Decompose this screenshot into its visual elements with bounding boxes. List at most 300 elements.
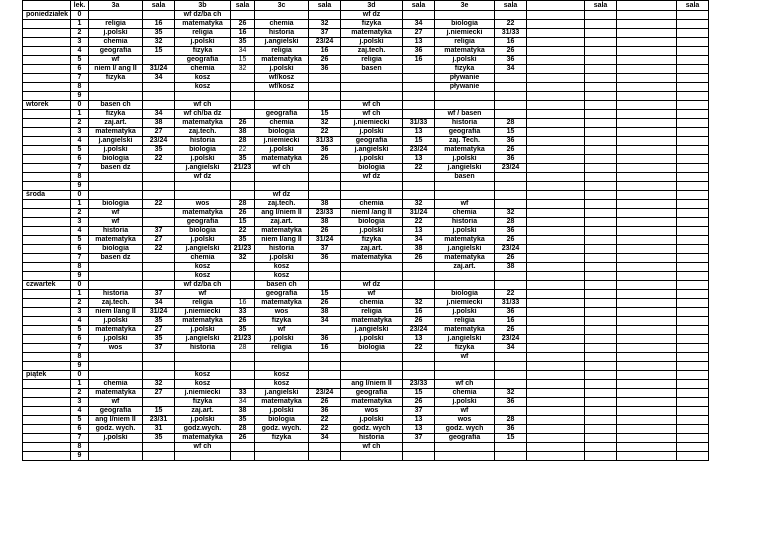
subject-cell: wf dz xyxy=(175,173,231,182)
room-cell xyxy=(585,398,617,407)
room-cell: 23/24 xyxy=(403,326,435,335)
room-cell: 26 xyxy=(309,398,341,407)
column-header: 3e xyxy=(435,1,495,11)
subject-cell xyxy=(527,443,585,452)
subject-cell xyxy=(527,407,585,416)
subject-cell: wf xyxy=(341,290,403,299)
room-cell: 35 xyxy=(143,146,175,155)
subject-cell xyxy=(617,29,677,38)
room-cell xyxy=(403,182,435,191)
subject-cell: matematyka xyxy=(255,398,309,407)
day-label xyxy=(23,443,71,452)
room-cell xyxy=(585,317,617,326)
room-cell xyxy=(585,92,617,101)
room-cell: 28 xyxy=(495,416,527,425)
subject-cell: pływanie xyxy=(435,74,495,83)
room-cell: 38 xyxy=(309,218,341,227)
room-cell xyxy=(495,362,527,371)
subject-cell: biologia xyxy=(435,20,495,29)
lesson-number: 4 xyxy=(71,317,89,326)
subject-cell xyxy=(617,110,677,119)
room-cell: 32 xyxy=(495,209,527,218)
table-row xyxy=(23,263,709,272)
room-cell: 22 xyxy=(403,218,435,227)
room-cell: 31 xyxy=(143,425,175,434)
table-row xyxy=(23,155,709,164)
room-cell xyxy=(231,362,255,371)
subject-cell xyxy=(527,137,585,146)
day-label xyxy=(23,227,71,236)
subject-cell xyxy=(255,182,309,191)
room-cell: 35 xyxy=(231,326,255,335)
subject-cell: matematyka xyxy=(255,56,309,65)
subject-cell: j.polski xyxy=(435,155,495,164)
room-cell xyxy=(585,362,617,371)
subject-cell: j.angielski xyxy=(89,137,143,146)
subject-cell: j.polski xyxy=(175,38,231,47)
subject-cell xyxy=(89,272,143,281)
room-cell xyxy=(495,11,527,20)
room-cell xyxy=(495,380,527,389)
subject-cell xyxy=(617,128,677,137)
subject-cell: j.polski xyxy=(341,155,403,164)
subject-cell: religia xyxy=(435,38,495,47)
room-cell xyxy=(143,164,175,173)
subject-cell: zaj.art. xyxy=(435,263,495,272)
table-row xyxy=(23,398,709,407)
room-cell: 28 xyxy=(231,200,255,209)
subject-cell: ang I/niem II xyxy=(341,380,403,389)
day-label: piątek xyxy=(23,371,71,380)
subject-cell: kosz xyxy=(255,380,309,389)
room-cell xyxy=(677,254,709,263)
subject-cell: biologia xyxy=(341,164,403,173)
room-cell: 32 xyxy=(309,119,341,128)
day-label: środa xyxy=(23,191,71,200)
subject-cell xyxy=(89,281,143,290)
room-cell: 31/24 xyxy=(403,209,435,218)
room-cell: 31/33 xyxy=(495,29,527,38)
subject-cell: religia xyxy=(255,47,309,56)
subject-cell xyxy=(435,182,495,191)
room-cell: 16 xyxy=(309,47,341,56)
table-row xyxy=(23,344,709,353)
room-cell: 16 xyxy=(403,56,435,65)
table-row xyxy=(23,434,709,443)
day-label xyxy=(23,47,71,56)
room-cell xyxy=(677,119,709,128)
room-cell xyxy=(677,92,709,101)
room-cell xyxy=(585,344,617,353)
room-cell xyxy=(585,146,617,155)
room-cell: 34 xyxy=(143,74,175,83)
room-cell: 36 xyxy=(309,65,341,74)
table-row xyxy=(23,47,709,56)
subject-cell xyxy=(175,353,231,362)
subject-cell xyxy=(527,371,585,380)
room-cell xyxy=(677,317,709,326)
column-header: sala xyxy=(143,1,175,11)
lesson-number: 6 xyxy=(71,155,89,164)
subject-cell xyxy=(527,362,585,371)
subject-cell xyxy=(527,200,585,209)
subject-cell xyxy=(617,254,677,263)
subject-cell: pływanie xyxy=(435,83,495,92)
day-label xyxy=(23,155,71,164)
lesson-number: 7 xyxy=(71,434,89,443)
subject-cell: wf ch xyxy=(341,443,403,452)
room-cell: 26 xyxy=(495,146,527,155)
subject-cell: chemia xyxy=(89,38,143,47)
day-label: wtorek xyxy=(23,101,71,110)
day-label xyxy=(23,182,71,191)
subject-cell xyxy=(341,92,403,101)
room-cell: 36 xyxy=(309,335,341,344)
room-cell: 23/24 xyxy=(309,38,341,47)
room-cell xyxy=(309,281,341,290)
column-header: 3b xyxy=(175,1,231,11)
room-cell xyxy=(677,38,709,47)
room-cell xyxy=(677,47,709,56)
day-label xyxy=(23,146,71,155)
room-cell xyxy=(585,371,617,380)
subject-cell: wf ch xyxy=(435,380,495,389)
room-cell xyxy=(585,38,617,47)
subject-cell: zaj. Tech. xyxy=(435,137,495,146)
subject-cell: wos xyxy=(341,407,403,416)
subject-cell xyxy=(527,128,585,137)
room-cell: 38 xyxy=(309,308,341,317)
room-cell: 36 xyxy=(309,254,341,263)
subject-cell: j.polski xyxy=(435,398,495,407)
room-cell xyxy=(309,101,341,110)
table-row xyxy=(23,128,709,137)
table-row xyxy=(23,272,709,281)
room-cell xyxy=(585,11,617,20)
room-cell xyxy=(677,245,709,254)
room-cell xyxy=(677,344,709,353)
room-cell xyxy=(309,380,341,389)
subject-cell xyxy=(617,245,677,254)
room-cell xyxy=(677,200,709,209)
day-label xyxy=(23,173,71,182)
subject-cell xyxy=(617,47,677,56)
table-row xyxy=(23,245,709,254)
day-label xyxy=(23,425,71,434)
subject-cell xyxy=(255,11,309,20)
subject-cell xyxy=(527,272,585,281)
day-label xyxy=(23,317,71,326)
room-cell: 23/24 xyxy=(143,137,175,146)
subject-cell xyxy=(527,74,585,83)
subject-cell: fizyka xyxy=(435,65,495,74)
subject-cell: j.polski xyxy=(255,407,309,416)
subject-cell: biologia xyxy=(89,245,143,254)
subject-cell: biologia xyxy=(89,155,143,164)
room-cell: 35 xyxy=(143,317,175,326)
subject-cell xyxy=(527,20,585,29)
subject-cell xyxy=(89,443,143,452)
room-cell xyxy=(585,155,617,164)
day-label xyxy=(23,398,71,407)
subject-cell xyxy=(617,398,677,407)
room-cell: 22 xyxy=(231,146,255,155)
room-cell: 13 xyxy=(403,335,435,344)
room-cell xyxy=(585,380,617,389)
table-row xyxy=(23,308,709,317)
subject-cell xyxy=(617,353,677,362)
subject-cell: geografia xyxy=(175,56,231,65)
subject-cell: wos xyxy=(255,308,309,317)
room-cell xyxy=(585,263,617,272)
subject-cell: basen xyxy=(435,173,495,182)
day-label xyxy=(23,335,71,344)
lesson-number: 8 xyxy=(71,443,89,452)
table-row xyxy=(23,425,709,434)
subject-cell: historia xyxy=(341,434,403,443)
table-row xyxy=(23,74,709,83)
table-row xyxy=(23,56,709,65)
subject-cell xyxy=(527,209,585,218)
room-cell: 23/33 xyxy=(403,380,435,389)
subject-cell: j.angielski xyxy=(175,335,231,344)
subject-cell: j.polski xyxy=(89,317,143,326)
room-cell: 22 xyxy=(143,155,175,164)
room-cell: 15 xyxy=(231,56,255,65)
day-label xyxy=(23,380,71,389)
subject-cell xyxy=(527,218,585,227)
subject-cell: j.angielski xyxy=(175,245,231,254)
subject-cell: basen xyxy=(341,65,403,74)
room-cell xyxy=(309,173,341,182)
room-cell: 27 xyxy=(143,389,175,398)
subject-cell: j.angielski xyxy=(255,389,309,398)
room-cell xyxy=(585,254,617,263)
room-cell xyxy=(585,416,617,425)
subject-cell: kosz xyxy=(255,272,309,281)
room-cell: 36 xyxy=(495,137,527,146)
subject-cell: wf ch xyxy=(175,443,231,452)
subject-cell: wf xyxy=(435,353,495,362)
subject-cell: zaj.art. xyxy=(341,245,403,254)
room-cell xyxy=(677,74,709,83)
subject-cell: matematyka xyxy=(341,254,403,263)
room-cell: 35 xyxy=(143,29,175,38)
table-row xyxy=(23,38,709,47)
table-row xyxy=(23,29,709,38)
room-cell: 35 xyxy=(143,335,175,344)
subject-cell: matematyka xyxy=(175,434,231,443)
room-cell xyxy=(677,155,709,164)
subject-cell xyxy=(527,317,585,326)
room-cell: 37 xyxy=(309,29,341,38)
room-cell xyxy=(585,182,617,191)
subject-cell xyxy=(527,182,585,191)
room-cell: 34 xyxy=(309,317,341,326)
subject-cell: zaj.tech. xyxy=(175,128,231,137)
subject-cell xyxy=(617,227,677,236)
room-cell xyxy=(677,272,709,281)
day-label xyxy=(23,452,71,461)
room-cell: 36 xyxy=(495,398,527,407)
subject-cell: j.polski xyxy=(175,416,231,425)
subject-cell: wf xyxy=(255,326,309,335)
room-cell: 37 xyxy=(143,344,175,353)
room-cell xyxy=(495,191,527,200)
subject-cell xyxy=(527,434,585,443)
room-cell: 22 xyxy=(403,344,435,353)
room-cell xyxy=(677,236,709,245)
room-cell xyxy=(585,353,617,362)
room-cell xyxy=(403,101,435,110)
subject-cell xyxy=(341,263,403,272)
lesson-number: 0 xyxy=(71,11,89,20)
subject-cell: kosz xyxy=(175,371,231,380)
day-label xyxy=(23,164,71,173)
lesson-number: 6 xyxy=(71,245,89,254)
subject-cell: j.polski xyxy=(89,434,143,443)
room-cell: 37 xyxy=(143,227,175,236)
subject-cell: chemia xyxy=(341,299,403,308)
room-cell xyxy=(677,218,709,227)
table-row xyxy=(23,254,709,263)
room-cell xyxy=(585,200,617,209)
room-cell xyxy=(231,92,255,101)
subject-cell xyxy=(617,92,677,101)
room-cell xyxy=(495,353,527,362)
subject-cell: chemia xyxy=(255,20,309,29)
subject-cell xyxy=(527,191,585,200)
subject-cell: wf/kosz xyxy=(255,83,309,92)
day-label xyxy=(23,56,71,65)
room-cell: 31/24 xyxy=(143,308,175,317)
room-cell xyxy=(495,92,527,101)
subject-cell xyxy=(527,164,585,173)
room-cell xyxy=(403,290,435,299)
subject-cell: zaj.tech. xyxy=(89,299,143,308)
subject-cell: wf xyxy=(89,398,143,407)
room-cell xyxy=(677,281,709,290)
subject-cell xyxy=(527,65,585,74)
day-label xyxy=(23,119,71,128)
room-cell xyxy=(231,11,255,20)
subject-cell xyxy=(527,83,585,92)
subject-cell: historia xyxy=(89,227,143,236)
subject-cell: niem I/ang II xyxy=(255,236,309,245)
subject-cell: chemia xyxy=(175,65,231,74)
subject-cell: ang I/niem II xyxy=(255,209,309,218)
room-cell xyxy=(403,443,435,452)
room-cell: 22 xyxy=(231,227,255,236)
room-cell: 27 xyxy=(143,326,175,335)
subject-cell: basen ch xyxy=(255,281,309,290)
room-cell xyxy=(309,443,341,452)
room-cell xyxy=(309,74,341,83)
subject-cell: religia xyxy=(175,299,231,308)
subject-cell xyxy=(617,263,677,272)
room-cell xyxy=(677,83,709,92)
subject-cell xyxy=(435,101,495,110)
room-cell xyxy=(677,137,709,146)
subject-cell: matematyka xyxy=(175,317,231,326)
room-cell: 16 xyxy=(495,38,527,47)
subject-cell: geografia xyxy=(435,434,495,443)
subject-cell: j.polski xyxy=(255,146,309,155)
subject-cell: geografia xyxy=(175,218,231,227)
column-header: sala xyxy=(585,1,617,11)
room-cell xyxy=(677,434,709,443)
subject-cell: godz. wych xyxy=(435,425,495,434)
subject-cell: j.polski xyxy=(89,146,143,155)
subject-cell: j.polski xyxy=(341,38,403,47)
room-cell xyxy=(585,56,617,65)
subject-cell: matematyka xyxy=(341,398,403,407)
subject-cell xyxy=(527,38,585,47)
room-cell xyxy=(677,191,709,200)
room-cell xyxy=(677,371,709,380)
subject-cell xyxy=(617,218,677,227)
room-cell xyxy=(231,272,255,281)
subject-cell xyxy=(89,263,143,272)
subject-cell xyxy=(617,434,677,443)
subject-cell xyxy=(175,182,231,191)
room-cell: 37 xyxy=(403,407,435,416)
subject-cell: wf dz xyxy=(341,173,403,182)
subject-cell: fizyka xyxy=(89,74,143,83)
column-header: 3c xyxy=(255,1,309,11)
subject-cell: j.polski xyxy=(341,128,403,137)
room-cell: 34 xyxy=(231,398,255,407)
subject-cell xyxy=(527,29,585,38)
room-cell xyxy=(403,353,435,362)
subject-cell: religia xyxy=(435,317,495,326)
lesson-number: 7 xyxy=(71,344,89,353)
subject-cell xyxy=(617,137,677,146)
subject-cell: matematyka xyxy=(89,389,143,398)
table-row xyxy=(23,146,709,155)
room-cell xyxy=(677,362,709,371)
room-cell xyxy=(677,182,709,191)
day-label xyxy=(23,263,71,272)
subject-cell: biologia xyxy=(255,128,309,137)
room-cell: 22 xyxy=(309,416,341,425)
subject-cell xyxy=(255,443,309,452)
lesson-number: 9 xyxy=(71,452,89,461)
room-cell: 38 xyxy=(309,200,341,209)
subject-cell xyxy=(527,263,585,272)
lesson-number: 2 xyxy=(71,299,89,308)
room-cell xyxy=(495,173,527,182)
subject-cell: basen ch xyxy=(89,101,143,110)
subject-cell: matematyka xyxy=(341,29,403,38)
room-cell xyxy=(677,146,709,155)
room-cell xyxy=(231,281,255,290)
room-cell: 26 xyxy=(495,47,527,56)
table-row xyxy=(23,362,709,371)
room-cell xyxy=(231,452,255,461)
subject-cell: kosz xyxy=(255,371,309,380)
subject-cell: fizyka xyxy=(341,236,403,245)
room-cell xyxy=(585,281,617,290)
table-row xyxy=(23,326,709,335)
subject-cell xyxy=(617,344,677,353)
subject-cell xyxy=(617,74,677,83)
subject-cell: matematyka xyxy=(89,326,143,335)
room-cell xyxy=(231,101,255,110)
subject-cell: kosz xyxy=(255,263,309,272)
room-cell: 34 xyxy=(309,434,341,443)
subject-cell: historia xyxy=(175,137,231,146)
